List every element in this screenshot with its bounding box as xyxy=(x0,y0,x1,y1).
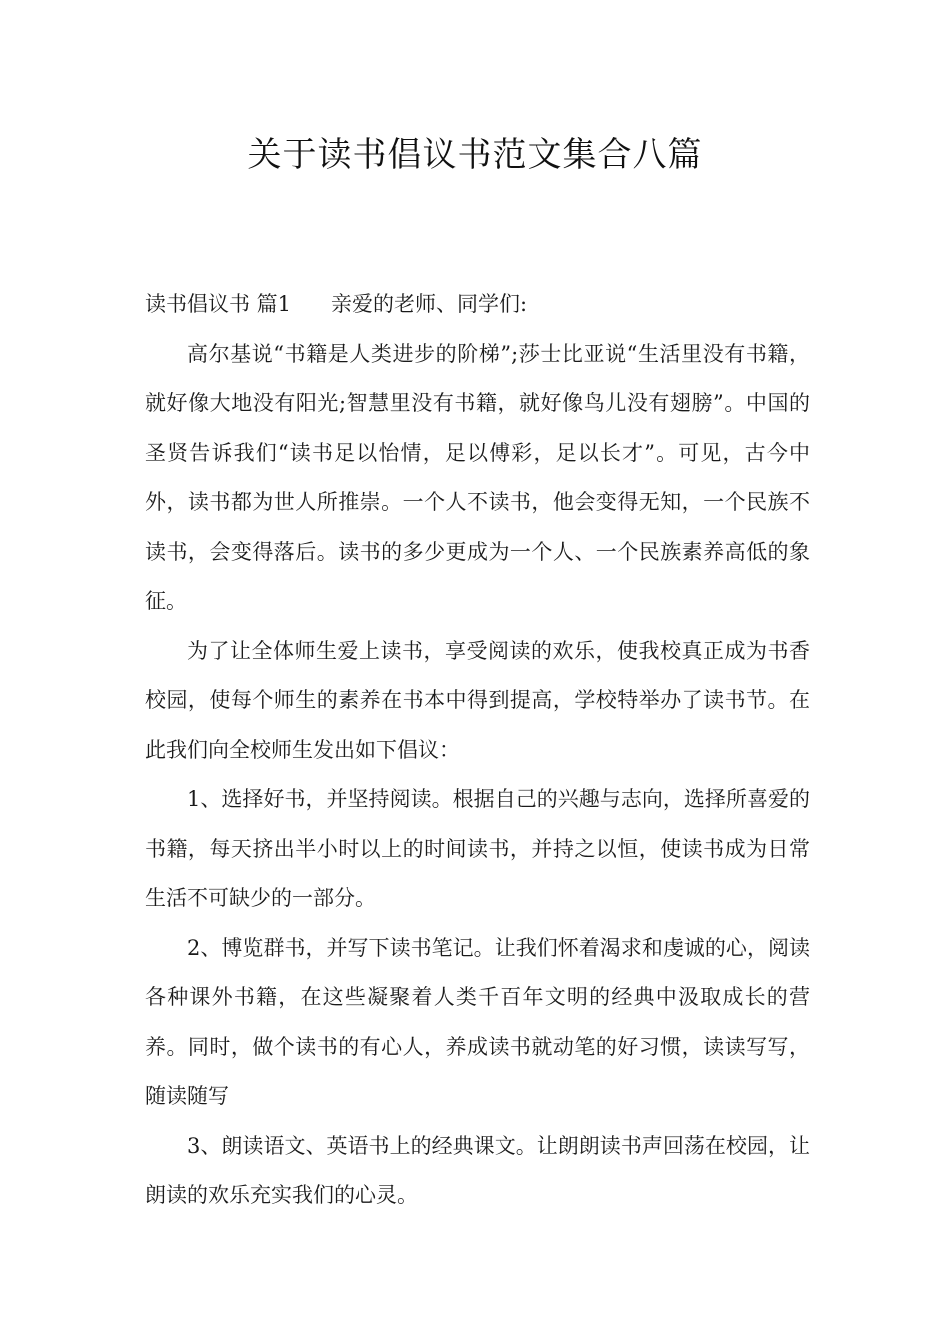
document-title: 关于读书倡议书范文集合八篇 xyxy=(247,135,703,175)
section-label: 读书倡议书 篇1 xyxy=(145,292,292,316)
paragraph-proposal-2: 2、博览群书，并写下读书笔记。让我们怀着渴求和虔诚的心，阅读各种课外书籍，在这些凝聚着人类千百年文明的经典中汲取成长的营养。同时，做个读书的有心人，养成读书就动笔的好习惯，读读写写，随读随写 xyxy=(145,935,810,1108)
paragraph-purpose: 为了让全体师生爱上读书，享受阅读的欢乐，使我校真正成为书香校园，使每个师生的素养在书本中得到提高，学校特举办了读书节。在此我们向全校师生发出如下倡议： xyxy=(145,638,810,762)
document-body xyxy=(145,280,810,1221)
paragraph-proposal-1: 1、选择好书，并坚持阅读。根据自己的兴趣与志向，选择所喜爱的书籍，每天挤出半小时以上的时间读书，并持之以恒，使读书成为日常生活不可缺少的一部分。 xyxy=(145,787,810,910)
paragraph-intro: 高尔基说“书籍是人类进步的阶梯”;莎士比亚说“生活里没有书籍，就好像大地没有阳光;智慧里没有书籍，就好像鸟儿没有翅膀”。中国的圣贤告诉我们“读书足以怡情，足以傅彩，足以长才”。可见，古今中外，读书都为世人所推崇。一个人不读书，他会变得无知，一个民族不读书，会变得落后。读书的多少更成为一个人、一个民族素养高低的象征。 xyxy=(145,341,810,613)
paragraph-proposal-3: 3、朗读语文、英语书上的经典课文。让朗朗读书声回荡在校园，让朗读的欢乐充实我们的心灵。 xyxy=(145,1133,810,1207)
salutation: 亲爱的老师、同学们: xyxy=(331,292,528,316)
section-heading-line xyxy=(145,280,810,330)
